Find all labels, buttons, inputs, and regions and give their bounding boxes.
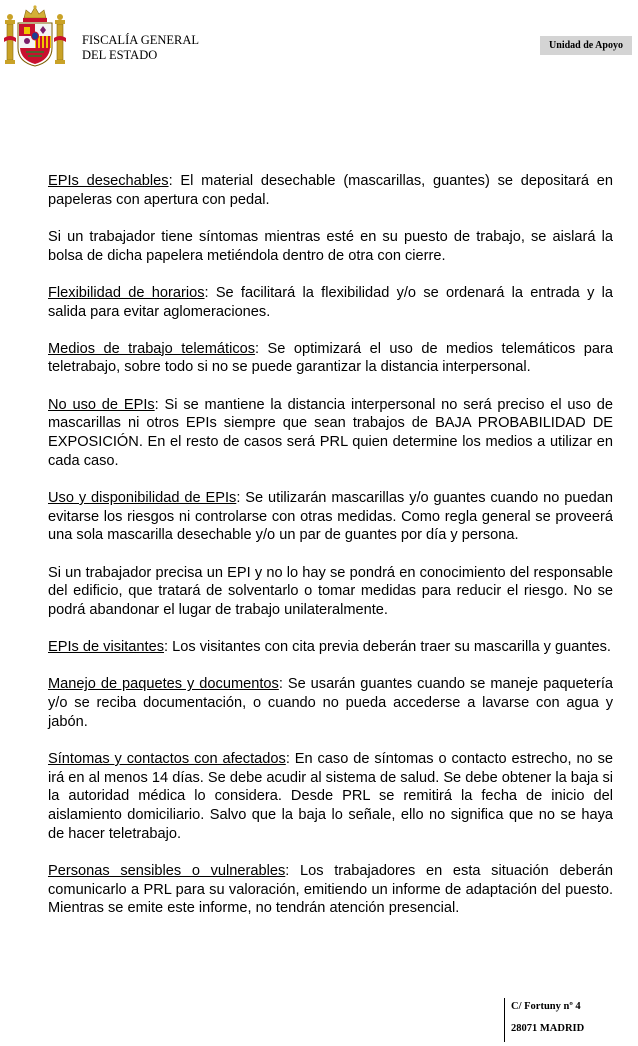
paragraph-medios-telematicos bbox=[48, 340, 613, 377]
paragraph-text: : Se facilitará la flexibilidad y/o se ordenará la entrada y la salida para evitar aglomeraciones. bbox=[48, 284, 613, 320]
paragraph-text: : Si se mantiene la distancia interpersonal no será preciso el uso de mascarillas ni otros EPIs siempre que sean trabajos de BAJA PROBABILIDAD DE EXPOSICIÓN. En el resto de casos será PRL quien determine los medios a utilizar en cada caso. bbox=[48, 396, 613, 469]
paragraph-precisa-epi bbox=[48, 564, 613, 620]
paragraph-term: EPIs de visitantes bbox=[48, 639, 164, 656]
footer-divider bbox=[504, 998, 505, 1042]
paragraph-term: Uso y disponibilidad de EPIs bbox=[48, 489, 237, 506]
organization-name-line2: DEL ESTADO bbox=[82, 48, 158, 62]
paragraph-epis-desechables bbox=[48, 172, 613, 209]
footer-address bbox=[511, 999, 584, 1036]
document-body bbox=[48, 172, 613, 937]
unit-badge: Unidad de Apoyo bbox=[540, 36, 632, 55]
paragraph-term: Personas sensibles o vulnerables bbox=[48, 862, 286, 879]
organization-name-line1: FISCALÍA GENERAL bbox=[82, 33, 200, 47]
paragraph-term: Manejo de paquetes y documentos bbox=[48, 676, 279, 693]
address-line2: 28071 MADRID bbox=[511, 1023, 585, 1034]
paragraph-term: No uso de EPIs bbox=[48, 396, 155, 413]
paragraph-term: Síntomas y contactos con afectados bbox=[48, 750, 286, 767]
paragraph-text: : Se usarán guantes cuando se maneje paquetería y/o se reciba documentación, o cuando no pueda accederse a lavarse con agua y jabón. bbox=[48, 676, 613, 730]
paragraph-text: Si un trabajador tiene síntomas mientras esté en su puesto de trabajo, se aislará la bolsa de dicha papelera metiéndola dentro de otra con cierre. bbox=[48, 228, 613, 264]
paragraph-text: Si un trabajador precisa un EPI y no lo hay se pondrá en conocimiento del responsable del edificio, que tratará de solventarlo o tomar medidas para reducir el riesgo. No se podrá abandonar el lugar de trabajo unilateralmente. bbox=[48, 564, 613, 618]
paragraph-term: Flexibilidad de horarios bbox=[48, 284, 205, 301]
paragraph-text: : El material desechable (mascarillas, guantes) se depositará en papeleras con apertura con pedal. bbox=[48, 173, 613, 208]
paragraph-no-uso-epis bbox=[48, 396, 613, 471]
paragraph-text: : Los visitantes con cita previa deberán traer su mascarilla y guantes. bbox=[164, 639, 611, 656]
paragraph-text: : Los trabajadores en esta situación deberán comunicarlo a PRL para su valoración, emitiendo un informe de adaptación del puesto. Mientras se emite este informe, no tendrán atención presencial. bbox=[48, 862, 613, 917]
paragraph-flexibilidad-horarios bbox=[48, 284, 613, 321]
paragraph-sintomas-contactos bbox=[48, 750, 613, 844]
address-line1: C/ Fortuny nº 4 bbox=[511, 1001, 581, 1012]
paragraph-manejo-paquetes bbox=[48, 675, 613, 731]
paragraph-term: EPIs desechables bbox=[48, 173, 169, 189]
paragraph-personas-sensibles bbox=[48, 862, 613, 918]
paragraph-text: : Se utilizarán mascarillas y/o guantes cuando no puedan evitarse los riesgos ni controlarse con otras medidas. Como regla general se proveerá una sola mascarilla desechable y/o un par de guantes por día y persona. bbox=[48, 489, 613, 544]
paragraph-sintomas-puesto bbox=[48, 228, 613, 265]
paragraph-uso-disponibilidad-epis bbox=[48, 489, 613, 545]
paragraph-text: : Se optimizará el uso de medios telemáticos para teletrabajo, sobre todo si no se puede garantizar la distancia interpersonal. bbox=[48, 340, 613, 376]
paragraph-term: Medios de trabajo telemáticos bbox=[48, 340, 256, 357]
paragraph-text: : En caso de síntomas o contacto estrecho, no se irá en al menos 14 días. Se debe acudir al sistema de salud. Se debe obtener la baja si la autoridad médica lo considera. Desde PRL se remitirá la fecha de inicio del aislamiento domiciliario. Salvo que la baja lo señale, ello no significa que no se haya de hacer teletrabajo. bbox=[48, 750, 613, 842]
paragraph-epis-visitantes bbox=[48, 638, 613, 657]
organization-name bbox=[82, 33, 199, 63]
coat-of-arms-icon bbox=[4, 4, 66, 68]
